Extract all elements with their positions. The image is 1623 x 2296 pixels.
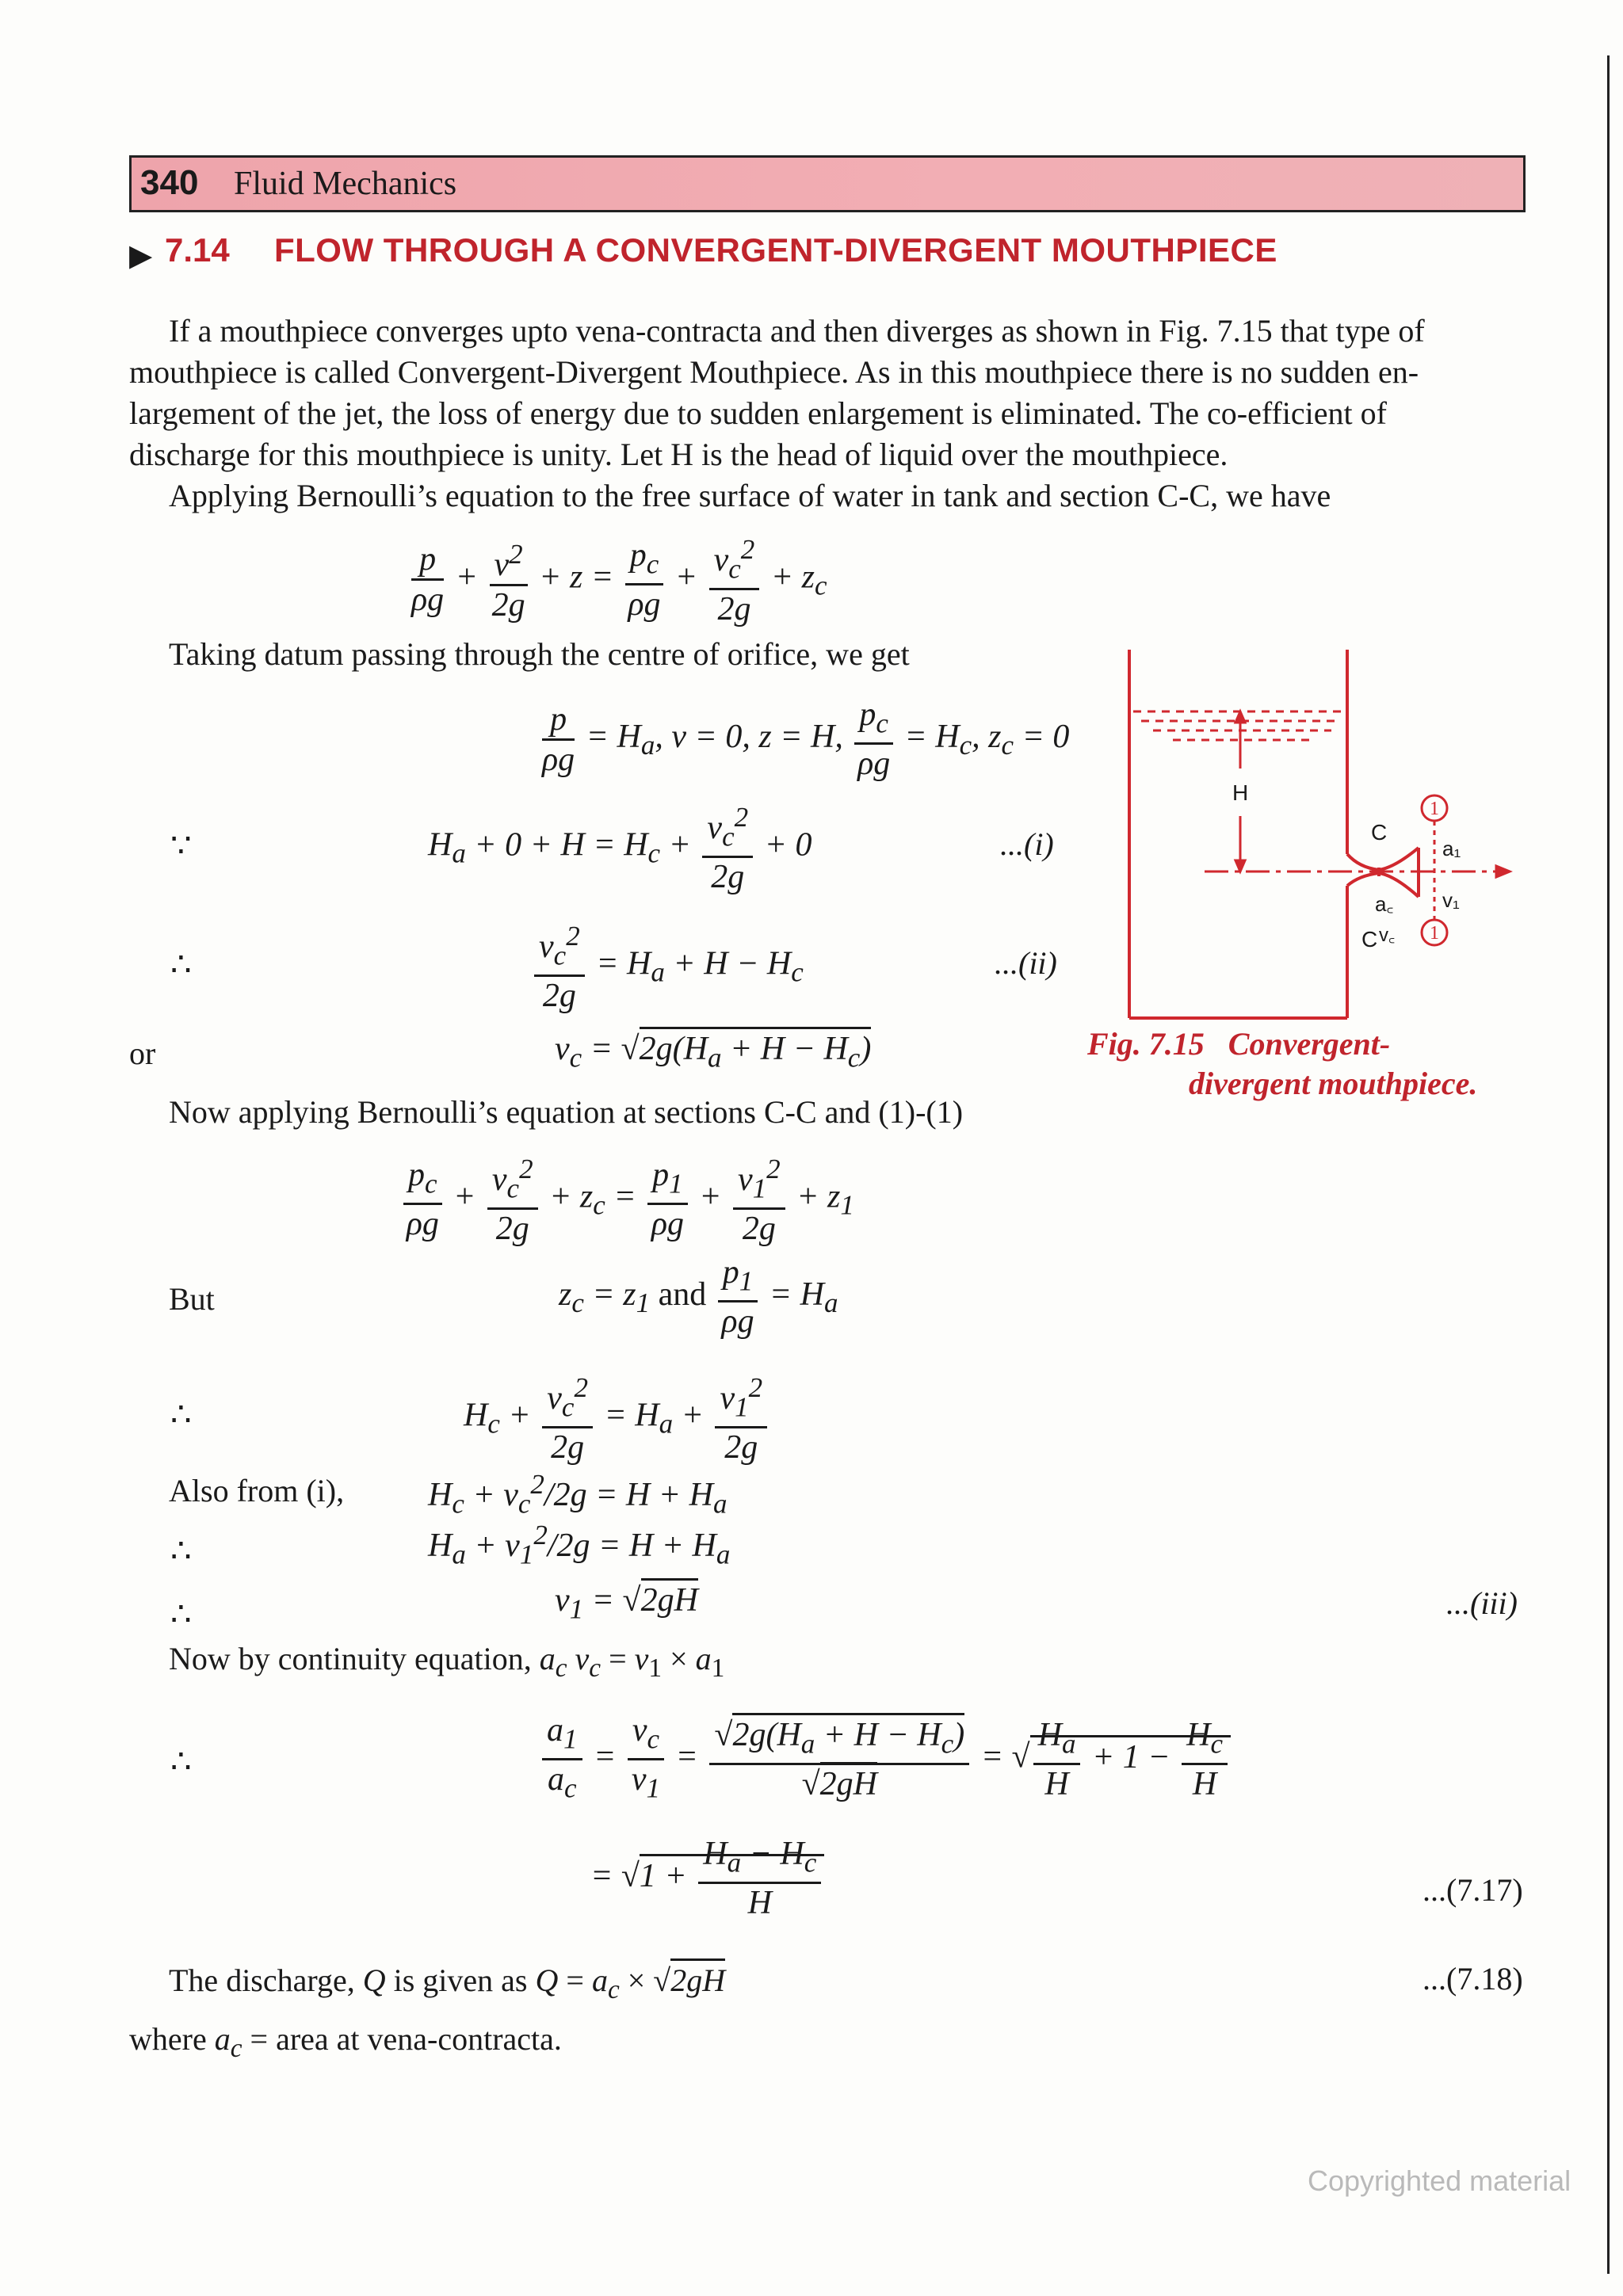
equation-vc: $v_c = √2g(H_a + H - H_c)$ [555, 1030, 871, 1074]
section-arrow-icon: ▶ [129, 239, 153, 273]
page-number: 340 [140, 163, 199, 202]
also-from-label: Also from (i), [169, 1473, 345, 1508]
figure-caption-label: Fig. 7.15 [1087, 1026, 1205, 1062]
therefore-symbol-2: ∴ [170, 1397, 192, 1433]
fig-label-a1: a₁ [1442, 837, 1461, 860]
eq-label-ii: ...(ii) [995, 945, 1057, 981]
figure-caption-text1: Convergent- [1228, 1026, 1391, 1062]
para1-line2: mouthpiece is called Convergent-Divergent Mouthpiece. As in this mouthpiece there is no sudden en- [129, 354, 1419, 390]
fig-label-C-bottom: C [1361, 927, 1378, 952]
para3: Taking datum passing through the centre of orifice, we get [169, 636, 910, 672]
equation-but: $z_c = z_1$ and $\frac{p_1}{\rho g}$ = $H_a$ [559, 1254, 838, 1341]
para1-line4: discharge for this mouthpiece is unity. Let H is the head of liquid over the mouthpiece. [129, 437, 1228, 472]
section-number: 7.14 [165, 231, 230, 269]
equation-ii: $\frac{v_c^2}{2g}$ = $H_a + H - H_c$ [531, 917, 804, 1015]
para-continuity: Now by continuity equation, $a_c$ $v_c = v_1 \times a_1$ [169, 1641, 725, 1683]
therefore-symbol-5: ∴ [170, 1744, 192, 1780]
figure-caption-line1 [1087, 1025, 1390, 1062]
equation-sum: $H_a + v_1^2/2g = H + H_a$ [428, 1520, 731, 1570]
fig-marker-1-top: 1 [1430, 799, 1439, 819]
or-label: or [129, 1035, 156, 1071]
eq-label-7-17: ...(7.17) [1423, 1872, 1523, 1908]
para4: Now applying Bernoulli’s equation at sections C-C and (1)-(1) [169, 1094, 964, 1130]
para1-line3: largement of the jet, the loss of energy due to sudden enlargement is eliminated. The co-efficient of [129, 395, 1387, 431]
para1-line1: If a mouthpiece converges upto vena-contracta and then diverges as shown in Fig. 7.15 that type of [169, 313, 1425, 349]
eq-label-iii: ...(iii) [1446, 1585, 1518, 1621]
equation-ratio: $\frac{a_1}{a_c}$ = $\frac{v_c}{v_1}$ = $\frac{√2g(H_a + H - H_c)}{√2gH}$ = √ $\frac{H_a}{H}$ + 1 − $\frac{H_c}{H}$ [539, 1711, 1231, 1808]
since-symbol: ∵ [170, 828, 192, 864]
therefore-symbol-3: ∴ [170, 1533, 192, 1569]
figure-mouthpiece [1109, 650, 1537, 1030]
equation-also-i: $H_c + v_c^2/2g = H + H_a$ [428, 1469, 727, 1520]
therefore-symbol-4: ∴ [170, 1596, 192, 1633]
fig-marker-1-bottom: 1 [1430, 923, 1439, 944]
equation-bernoulli-1: $\frac{p}{\rho g}$ + $\frac{v^2}{2g}$ + z = $\frac{p_c}{\rho g}$ + $\frac{v_c^2}{2g}$ + $z_c$ [408, 531, 827, 628]
section-title: FLOW THROUGH A CONVERGENT-DIVERGENT MOUTHPIECE [274, 231, 1277, 269]
fig-label-vc: v꜀ [1379, 925, 1396, 946]
head-arrowhead-down [1235, 860, 1245, 871]
fig-label-C-top: C [1371, 820, 1388, 845]
equation-i: $H_a + 0 + H = H_c$ + $\frac{v_c^2}{2g}$ + 0 [428, 799, 812, 896]
para2: Applying Bernoulli’s equation to the free surface of water in tank and section C-C, we have [169, 478, 1331, 513]
para-discharge: The discharge, Q is given as $Q = a_c \times √2gH$ [169, 1960, 725, 2011]
figure-caption-line2: divergent mouthpiece. [1189, 1066, 1478, 1101]
equation-v1: $v_1 = √2gH$ [555, 1581, 698, 1625]
fig-label-v1: v₁ [1442, 888, 1460, 912]
eq-label-i: ...(i) [1000, 826, 1054, 862]
equation-datum: $\frac{p}{\rho g}$ = $H_a$, v = 0, z = H, $\frac{p_c}{\rho g}$ = $H_c$, $z_c = 0$ [542, 696, 1070, 783]
fig-label-H: H [1232, 780, 1249, 805]
eq-label-7-18: ...(7.18) [1423, 1961, 1523, 1997]
equation-bernoulli-2: $\frac{p_c}{\rho g}$ + $\frac{v_c^2}{2g}$ + $z_c$ = $\frac{p_1}{\rho g}$ + $\frac{v_1^2}{2g}$ + $z_1$ [400, 1150, 854, 1248]
equation-7-17: = √1 + $\frac{H_a - H_c}{H}$ [590, 1835, 824, 1922]
jet-arrowhead-icon [1496, 866, 1510, 877]
mouthpiece-upper-profile [1347, 848, 1419, 870]
therefore-symbol: ∴ [170, 947, 192, 983]
but-label: But [169, 1281, 215, 1317]
para-where: where $a_c$ = area at vena-contracta. [129, 2021, 562, 2063]
copyright-watermark: Copyrighted material [1308, 2164, 1571, 2197]
fig-label-ac: a꜀ [1375, 892, 1394, 916]
head-arrowhead-up [1235, 711, 1245, 723]
book-title: Fluid Mechanics [234, 166, 457, 202]
equation-energy-balance: $H_c$ + $\frac{v_c^2}{2g}$ = $H_a$ + $\frac{v_1^2}{2g}$ [464, 1369, 770, 1466]
page-edge-line [1607, 55, 1610, 2274]
